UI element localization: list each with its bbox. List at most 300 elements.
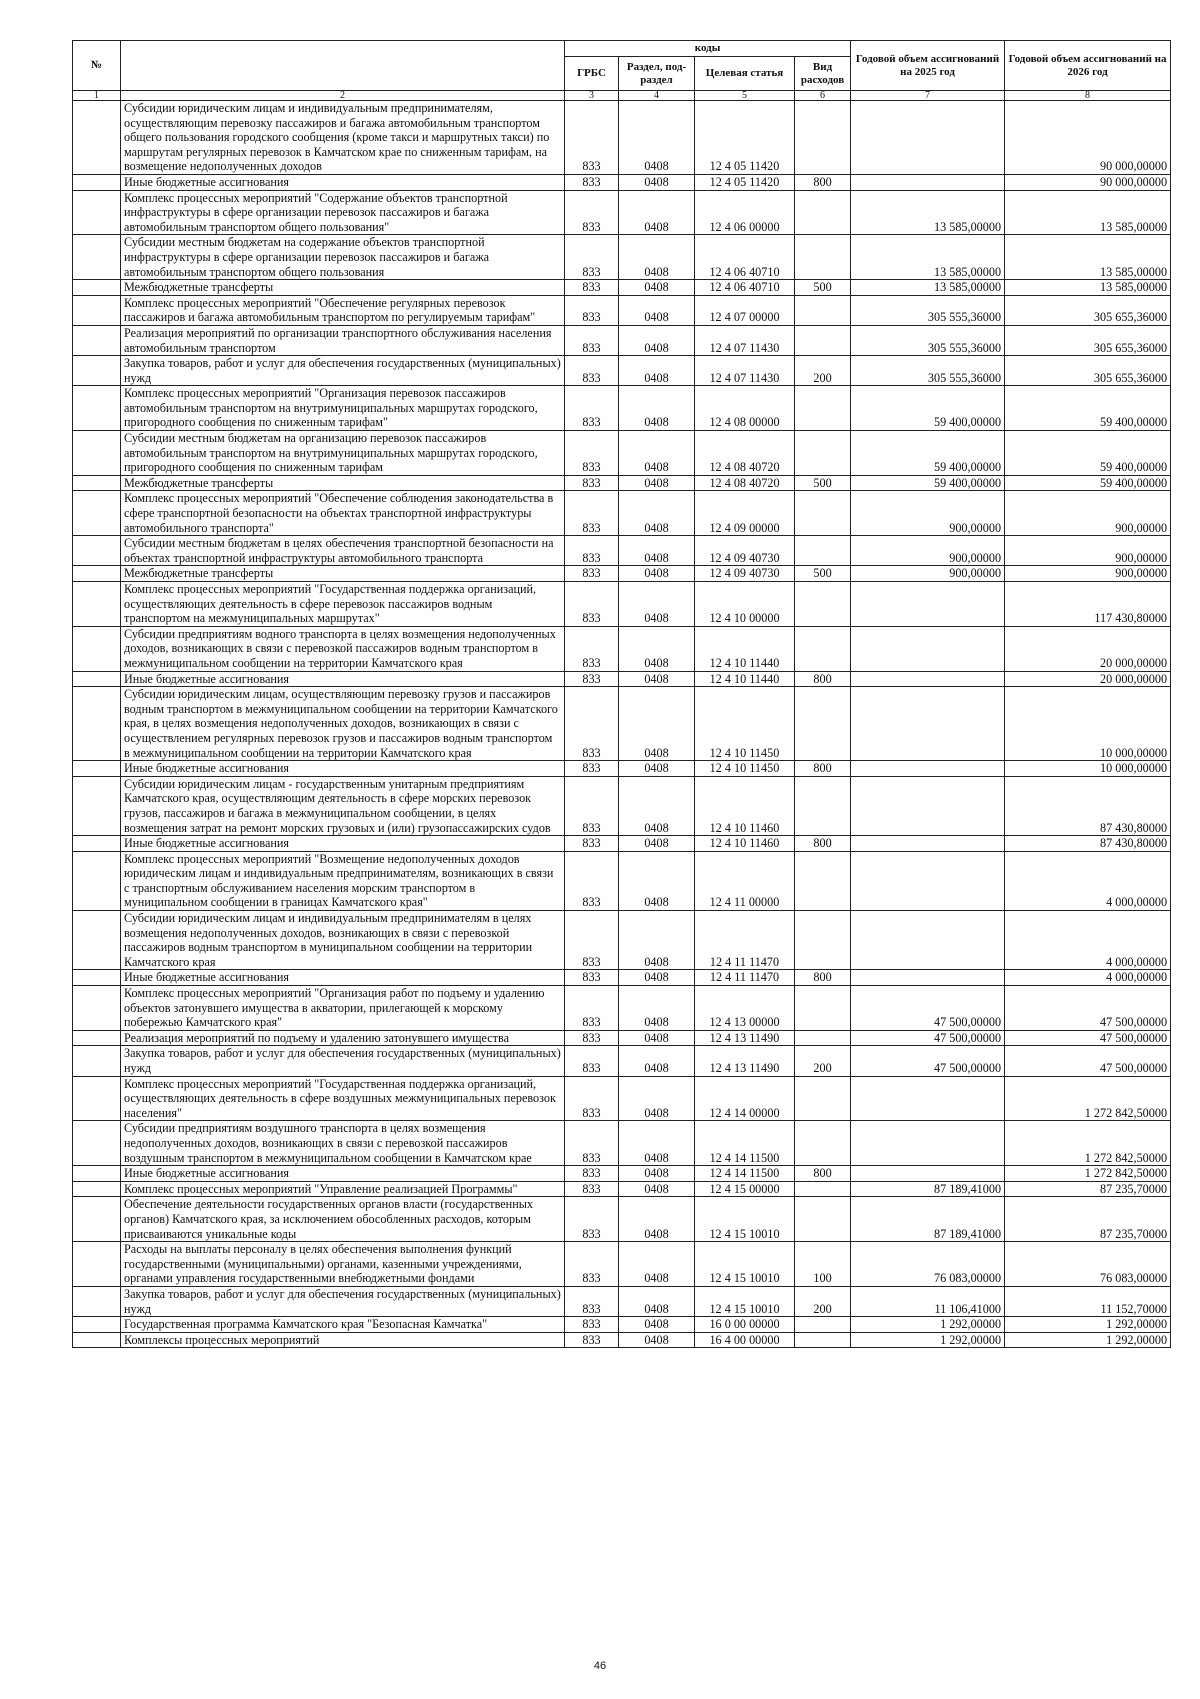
row-amount-2026-cell: 305 655,36000 <box>1005 325 1171 355</box>
row-amount-2026-cell: 1 272 842,50000 <box>1005 1121 1171 1166</box>
row-amount-2025-cell <box>851 836 1005 852</box>
row-grbs-cell: 833 <box>565 970 619 986</box>
row-razdel-cell: 0408 <box>619 1286 695 1316</box>
row-expense-type-cell <box>795 386 851 431</box>
header-celevaya: Целевая статья <box>695 57 795 91</box>
row-amount-2025-cell <box>851 582 1005 627</box>
row-target-article-cell: 12 4 09 40730 <box>695 566 795 582</box>
row-amount-2025-cell: 47 500,00000 <box>851 1046 1005 1076</box>
row-amount-2026-cell: 1 292,00000 <box>1005 1332 1171 1348</box>
row-grbs-cell: 833 <box>565 1332 619 1348</box>
budget-table <box>72 40 1171 1348</box>
row-name-cell: Комплексы процессных мероприятий <box>121 1332 565 1348</box>
row-amount-2025-cell <box>851 970 1005 986</box>
table-row <box>73 911 1171 970</box>
row-amount-2026-cell: 10 000,00000 <box>1005 761 1171 777</box>
row-name-cell: Межбюджетные трансферты <box>121 566 565 582</box>
row-target-article-cell: 12 4 10 11440 <box>695 626 795 671</box>
row-expense-type-cell: 200 <box>795 1046 851 1076</box>
table-row <box>73 566 1171 582</box>
row-amount-2026-cell: 59 400,00000 <box>1005 475 1171 491</box>
row-name-cell: Иные бюджетные ассигнования <box>121 970 565 986</box>
row-amount-2025-cell <box>851 101 1005 175</box>
row-amount-2026-cell: 76 083,00000 <box>1005 1242 1171 1287</box>
column-number: 5 <box>695 91 795 101</box>
row-number-cell <box>73 836 121 852</box>
row-grbs-cell: 833 <box>565 1030 619 1046</box>
row-expense-type-cell: 800 <box>795 1166 851 1182</box>
row-grbs-cell: 833 <box>565 776 619 835</box>
row-name-cell: Комплекс процессных мероприятий "Управление реализацией Программы" <box>121 1181 565 1197</box>
row-razdel-cell: 0408 <box>619 582 695 627</box>
row-expense-type-cell <box>795 325 851 355</box>
table-row <box>73 836 1171 852</box>
row-amount-2026-cell: 20 000,00000 <box>1005 626 1171 671</box>
row-name-cell: Субсидии местным бюджетам на содержание объектов транспортной инфраструктуры в сфере организации перевозок пассажиров и багажа автомобильным транспортом общего пользования <box>121 235 565 280</box>
row-razdel-cell: 0408 <box>619 475 695 491</box>
row-number-cell <box>73 325 121 355</box>
row-number-cell <box>73 1076 121 1121</box>
row-razdel-cell: 0408 <box>619 1197 695 1242</box>
row-grbs-cell: 833 <box>565 671 619 687</box>
row-target-article-cell: 12 4 13 11490 <box>695 1030 795 1046</box>
row-grbs-cell: 833 <box>565 986 619 1031</box>
row-name-cell: Обеспечение деятельности государственных органов власти (государственных органов) Камчатского края, за исключением обособленных расходов, которым присваиваются уникальные коды <box>121 1197 565 1242</box>
row-expense-type-cell <box>795 235 851 280</box>
row-amount-2025-cell <box>851 776 1005 835</box>
row-expense-type-cell <box>795 582 851 627</box>
row-grbs-cell: 833 <box>565 1046 619 1076</box>
row-amount-2025-cell: 87 189,41000 <box>851 1181 1005 1197</box>
row-name-cell: Субсидии юридическим лицам - государственным унитарным предприятиям Камчатского края, осуществляющим деятельность в сфере морских перевозок грузов, пассажиров и багажа в межмуниципальном сообщении, в целях возмещения затрат на ремонт морских грузовых и (или) грузопассажирских судов <box>121 776 565 835</box>
table-row <box>73 356 1171 386</box>
row-razdel-cell: 0408 <box>619 491 695 536</box>
row-razdel-cell: 0408 <box>619 1332 695 1348</box>
row-amount-2026-cell: 1 272 842,50000 <box>1005 1166 1171 1182</box>
row-razdel-cell: 0408 <box>619 566 695 582</box>
row-target-article-cell: 12 4 05 11420 <box>695 174 795 190</box>
row-expense-type-cell <box>795 431 851 476</box>
table-row <box>73 970 1171 986</box>
row-amount-2025-cell: 13 585,00000 <box>851 235 1005 280</box>
row-grbs-cell: 833 <box>565 386 619 431</box>
table-row <box>73 1181 1171 1197</box>
row-number-cell <box>73 970 121 986</box>
row-grbs-cell: 833 <box>565 566 619 582</box>
row-grbs-cell: 833 <box>565 1317 619 1333</box>
row-amount-2025-cell <box>851 174 1005 190</box>
row-grbs-cell: 833 <box>565 687 619 761</box>
row-target-article-cell: 12 4 08 00000 <box>695 386 795 431</box>
row-amount-2025-cell: 900,00000 <box>851 491 1005 536</box>
row-target-article-cell: 12 4 10 11460 <box>695 776 795 835</box>
row-amount-2025-cell <box>851 911 1005 970</box>
table-row <box>73 475 1171 491</box>
row-amount-2025-cell <box>851 1166 1005 1182</box>
row-amount-2025-cell <box>851 851 1005 910</box>
header-num: № <box>73 41 121 91</box>
row-amount-2026-cell: 1 272 842,50000 <box>1005 1076 1171 1121</box>
row-number-cell <box>73 235 121 280</box>
row-amount-2026-cell: 13 585,00000 <box>1005 235 1171 280</box>
row-razdel-cell: 0408 <box>619 1317 695 1333</box>
row-grbs-cell: 833 <box>565 1181 619 1197</box>
row-amount-2026-cell: 305 655,36000 <box>1005 295 1171 325</box>
row-razdel-cell: 0408 <box>619 325 695 355</box>
row-grbs-cell: 833 <box>565 431 619 476</box>
table-row <box>73 582 1171 627</box>
row-expense-type-cell: 100 <box>795 1242 851 1287</box>
row-number-cell <box>73 190 121 235</box>
row-razdel-cell: 0408 <box>619 190 695 235</box>
row-target-article-cell: 12 4 10 11460 <box>695 836 795 852</box>
row-amount-2025-cell <box>851 1076 1005 1121</box>
row-razdel-cell: 0408 <box>619 970 695 986</box>
row-name-cell: Межбюджетные трансферты <box>121 475 565 491</box>
row-amount-2025-cell: 900,00000 <box>851 536 1005 566</box>
row-target-article-cell: 12 4 14 11500 <box>695 1166 795 1182</box>
row-amount-2025-cell: 11 106,41000 <box>851 1286 1005 1316</box>
row-razdel-cell: 0408 <box>619 386 695 431</box>
row-expense-type-cell <box>795 190 851 235</box>
row-razdel-cell: 0408 <box>619 174 695 190</box>
row-razdel-cell: 0408 <box>619 1242 695 1287</box>
row-amount-2025-cell: 305 555,36000 <box>851 325 1005 355</box>
row-amount-2025-cell: 1 292,00000 <box>851 1317 1005 1333</box>
row-amount-2026-cell: 59 400,00000 <box>1005 386 1171 431</box>
row-expense-type-cell <box>795 626 851 671</box>
row-number-cell <box>73 851 121 910</box>
row-name-cell: Межбюджетные трансферты <box>121 280 565 296</box>
row-name-cell: Закупка товаров, работ и услуг для обеспечения государственных (муниципальных) нужд <box>121 356 565 386</box>
row-number-cell <box>73 1046 121 1076</box>
row-amount-2026-cell: 47 500,00000 <box>1005 986 1171 1031</box>
row-amount-2025-cell: 305 555,36000 <box>851 356 1005 386</box>
row-name-cell: Субсидии юридическим лицам и индивидуальным предпринимателям в целях возмещения недополученных доходов, возникающих в связи с перевозкой пассажиров водным транспортом в муниципальном сообщении на территории Камчатского края <box>121 911 565 970</box>
row-grbs-cell: 833 <box>565 1242 619 1287</box>
row-grbs-cell: 833 <box>565 475 619 491</box>
row-expense-type-cell <box>795 1076 851 1121</box>
row-number-cell <box>73 1197 121 1242</box>
row-name-cell: Комплекс процессных мероприятий "Обеспечение регулярных перевозок пассажиров и багажа автомобильным транспортом по регулируемым тарифам" <box>121 295 565 325</box>
row-name-cell: Комплекс процессных мероприятий "Организация перевозок пассажиров автомобильным транспортом на внутримуниципальных маршрутах городского, пригородного сообщения по сниженным тарифам" <box>121 386 565 431</box>
row-amount-2025-cell: 59 400,00000 <box>851 386 1005 431</box>
row-amount-2025-cell: 13 585,00000 <box>851 190 1005 235</box>
row-number-cell <box>73 1286 121 1316</box>
row-razdel-cell: 0408 <box>619 431 695 476</box>
row-amount-2025-cell <box>851 687 1005 761</box>
row-expense-type-cell <box>795 1030 851 1046</box>
row-target-article-cell: 12 4 07 11430 <box>695 356 795 386</box>
table-row <box>73 536 1171 566</box>
row-target-article-cell: 12 4 06 40710 <box>695 280 795 296</box>
row-grbs-cell: 833 <box>565 1166 619 1182</box>
row-grbs-cell: 833 <box>565 325 619 355</box>
row-grbs-cell: 833 <box>565 101 619 175</box>
row-number-cell <box>73 101 121 175</box>
column-number: 8 <box>1005 91 1171 101</box>
row-razdel-cell: 0408 <box>619 1181 695 1197</box>
table-row <box>73 325 1171 355</box>
row-amount-2026-cell: 13 585,00000 <box>1005 280 1171 296</box>
row-target-article-cell: 12 4 08 40720 <box>695 475 795 491</box>
row-target-article-cell: 16 0 00 00000 <box>695 1317 795 1333</box>
row-grbs-cell: 833 <box>565 174 619 190</box>
row-razdel-cell: 0408 <box>619 761 695 777</box>
row-number-cell <box>73 431 121 476</box>
row-expense-type-cell <box>795 101 851 175</box>
table-row <box>73 101 1171 175</box>
row-number-cell <box>73 475 121 491</box>
row-expense-type-cell: 500 <box>795 280 851 296</box>
row-expense-type-cell <box>795 1121 851 1166</box>
table-row <box>73 1076 1171 1121</box>
row-number-cell <box>73 1166 121 1182</box>
row-grbs-cell: 833 <box>565 356 619 386</box>
page-number: 46 <box>593 1660 607 1672</box>
row-amount-2026-cell: 59 400,00000 <box>1005 431 1171 476</box>
row-target-article-cell: 12 4 07 00000 <box>695 295 795 325</box>
row-amount-2026-cell: 20 000,00000 <box>1005 671 1171 687</box>
row-expense-type-cell <box>795 1317 851 1333</box>
row-amount-2026-cell: 11 152,70000 <box>1005 1286 1171 1316</box>
header-year-2026: Годовой объем ассигнований на 2026 год <box>1005 41 1171 91</box>
row-expense-type-cell: 800 <box>795 174 851 190</box>
row-amount-2025-cell: 47 500,00000 <box>851 1030 1005 1046</box>
row-name-cell: Субсидии местным бюджетам на организацию перевозок пассажиров автомобильным транспортом на внутримуниципальных маршрутах городского, пригородного сообщения по сниженным тарифам <box>121 431 565 476</box>
row-grbs-cell: 833 <box>565 1121 619 1166</box>
row-razdel-cell: 0408 <box>619 836 695 852</box>
column-number: 4 <box>619 91 695 101</box>
row-amount-2026-cell: 90 000,00000 <box>1005 101 1171 175</box>
header-vid: Вид расходов <box>795 57 851 91</box>
row-expense-type-cell: 200 <box>795 1286 851 1316</box>
table-row <box>73 851 1171 910</box>
row-name-cell: Иные бюджетные ассигнования <box>121 671 565 687</box>
header-grbs: ГРБС <box>565 57 619 91</box>
row-grbs-cell: 833 <box>565 280 619 296</box>
row-amount-2025-cell: 59 400,00000 <box>851 431 1005 476</box>
row-amount-2026-cell: 4 000,00000 <box>1005 851 1171 910</box>
row-amount-2026-cell: 10 000,00000 <box>1005 687 1171 761</box>
row-expense-type-cell: 800 <box>795 970 851 986</box>
row-target-article-cell: 12 4 11 11470 <box>695 911 795 970</box>
row-name-cell: Субсидии юридическим лицам, осуществляющим перевозку грузов и пассажиров водным транспортом в межмуниципальном сообщении на территории Камчатского края, в целях возмещения недополученных доходов, возникающих в связи с осуществлением регулярных перевозок грузов и пассажиров водным транспортом в межмуниципальном сообщении на территории Камчатского края <box>121 687 565 761</box>
row-name-cell: Комплекс процессных мероприятий "Обеспечение соблюдения законодательства в сфере транспортной безопасности на объектах транспортной инфраструктуры автомобильного транспорта" <box>121 491 565 536</box>
table-row <box>73 1197 1171 1242</box>
row-amount-2026-cell: 87 430,80000 <box>1005 776 1171 835</box>
row-razdel-cell: 0408 <box>619 911 695 970</box>
row-razdel-cell: 0408 <box>619 1076 695 1121</box>
row-grbs-cell: 833 <box>565 626 619 671</box>
row-number-cell <box>73 1317 121 1333</box>
row-number-cell <box>73 582 121 627</box>
row-grbs-cell: 833 <box>565 761 619 777</box>
row-number-cell <box>73 626 121 671</box>
row-grbs-cell: 833 <box>565 582 619 627</box>
table-row <box>73 1121 1171 1166</box>
row-razdel-cell: 0408 <box>619 1166 695 1182</box>
row-amount-2026-cell: 900,00000 <box>1005 491 1171 536</box>
row-amount-2026-cell: 87 235,70000 <box>1005 1197 1171 1242</box>
row-amount-2025-cell: 76 083,00000 <box>851 1242 1005 1287</box>
row-name-cell: Субсидии юридическим лицам и индивидуальным предпринимателям, осуществляющим перевозку пассажиров и багажа автомобильным транспортом общего пользования городского сообщения (кроме такси и маршрутных такси) по маршрутам регулярных перевозок в Камчатском крае по сниженным тарифам, на возмещение недополученных доходов <box>121 101 565 175</box>
row-grbs-cell: 833 <box>565 295 619 325</box>
row-razdel-cell: 0408 <box>619 671 695 687</box>
row-amount-2025-cell: 900,00000 <box>851 566 1005 582</box>
row-grbs-cell: 833 <box>565 491 619 536</box>
row-razdel-cell: 0408 <box>619 986 695 1031</box>
row-target-article-cell: 12 4 10 00000 <box>695 582 795 627</box>
row-name-cell: Комплекс процессных мероприятий "Организация работ по подъему и удалению объектов затонувшего имущества в акватории, прилегающей к морскому побережью Камчатского края" <box>121 986 565 1031</box>
header-name <box>121 41 565 91</box>
row-grbs-cell: 833 <box>565 1197 619 1242</box>
row-razdel-cell: 0408 <box>619 356 695 386</box>
row-target-article-cell: 12 4 09 40730 <box>695 536 795 566</box>
table-row <box>73 295 1171 325</box>
row-amount-2026-cell: 4 000,00000 <box>1005 911 1171 970</box>
row-number-cell <box>73 986 121 1031</box>
column-number-row <box>73 91 1171 101</box>
row-amount-2025-cell <box>851 626 1005 671</box>
row-name-cell: Комплекс процессных мероприятий "Возмещение недополученных доходов юридическим лицам и индивидуальным предпринимателям, возникающих в связи с транспортным обслуживанием населения морским транспортом в муниципальном сообщении в границах Камчатского края" <box>121 851 565 910</box>
row-target-article-cell: 12 4 15 00000 <box>695 1181 795 1197</box>
row-amount-2026-cell: 1 292,00000 <box>1005 1317 1171 1333</box>
row-amount-2026-cell: 4 000,00000 <box>1005 970 1171 986</box>
table-row <box>73 431 1171 476</box>
row-target-article-cell: 12 4 11 00000 <box>695 851 795 910</box>
row-name-cell: Государственная программа Камчатского края "Безопасная Камчатка" <box>121 1317 565 1333</box>
row-name-cell: Иные бюджетные ассигнования <box>121 761 565 777</box>
table-row <box>73 687 1171 761</box>
row-number-cell <box>73 1181 121 1197</box>
row-razdel-cell: 0408 <box>619 1121 695 1166</box>
row-target-article-cell: 12 4 14 00000 <box>695 1076 795 1121</box>
budget-table-sheet <box>72 40 1170 1348</box>
row-amount-2025-cell <box>851 1121 1005 1166</box>
row-number-cell <box>73 761 121 777</box>
row-amount-2026-cell: 87 430,80000 <box>1005 836 1171 852</box>
row-expense-type-cell <box>795 851 851 910</box>
row-amount-2026-cell: 90 000,00000 <box>1005 174 1171 190</box>
table-row <box>73 1286 1171 1316</box>
row-grbs-cell: 833 <box>565 1286 619 1316</box>
column-number: 1 <box>73 91 121 101</box>
row-amount-2026-cell: 13 585,00000 <box>1005 190 1171 235</box>
table-row <box>73 174 1171 190</box>
row-target-article-cell: 12 4 10 11450 <box>695 687 795 761</box>
row-expense-type-cell: 800 <box>795 671 851 687</box>
row-razdel-cell: 0408 <box>619 235 695 280</box>
row-razdel-cell: 0408 <box>619 280 695 296</box>
row-expense-type-cell <box>795 536 851 566</box>
table-row <box>73 386 1171 431</box>
row-name-cell: Иные бюджетные ассигнования <box>121 1166 565 1182</box>
row-name-cell: Иные бюджетные ассигнования <box>121 174 565 190</box>
row-number-cell <box>73 566 121 582</box>
row-name-cell: Комплекс процессных мероприятий "Государственная поддержка организаций, осуществляющих деятельность в сфере перевозок пассажиров водным транспортом на межмуниципальных маршрутах" <box>121 582 565 627</box>
row-target-article-cell: 12 4 14 11500 <box>695 1121 795 1166</box>
row-amount-2026-cell: 305 655,36000 <box>1005 356 1171 386</box>
row-grbs-cell: 833 <box>565 1076 619 1121</box>
row-amount-2025-cell: 59 400,00000 <box>851 475 1005 491</box>
row-amount-2025-cell <box>851 671 1005 687</box>
row-target-article-cell: 12 4 08 40720 <box>695 431 795 476</box>
table-row <box>73 491 1171 536</box>
table-row <box>73 1030 1171 1046</box>
row-number-cell <box>73 536 121 566</box>
table-row <box>73 1046 1171 1076</box>
row-amount-2026-cell: 900,00000 <box>1005 536 1171 566</box>
row-target-article-cell: 12 4 06 40710 <box>695 235 795 280</box>
row-amount-2026-cell: 117 430,80000 <box>1005 582 1171 627</box>
column-number: 3 <box>565 91 619 101</box>
row-razdel-cell: 0408 <box>619 1046 695 1076</box>
row-expense-type-cell: 800 <box>795 761 851 777</box>
row-number-cell <box>73 911 121 970</box>
row-amount-2025-cell: 47 500,00000 <box>851 986 1005 1031</box>
row-expense-type-cell <box>795 687 851 761</box>
row-target-article-cell: 12 4 10 11450 <box>695 761 795 777</box>
row-razdel-cell: 0408 <box>619 295 695 325</box>
column-number: 7 <box>851 91 1005 101</box>
row-razdel-cell: 0408 <box>619 1030 695 1046</box>
row-number-cell <box>73 1121 121 1166</box>
table-row <box>73 626 1171 671</box>
budget-table-body <box>73 101 1171 1348</box>
row-amount-2026-cell: 47 500,00000 <box>1005 1030 1171 1046</box>
column-number: 6 <box>795 91 851 101</box>
header-year-2025: Годовой объем ассигнований на 2025 год <box>851 41 1005 91</box>
header-codes: коды <box>565 41 851 57</box>
table-row <box>73 1166 1171 1182</box>
row-name-cell: Расходы на выплаты персоналу в целях обеспечения выполнения функций государственными (муниципальными) органами, казенными учреждениями, органами управления государственными внебюджетными фондами <box>121 1242 565 1287</box>
row-amount-2025-cell: 1 292,00000 <box>851 1332 1005 1348</box>
row-number-cell <box>73 687 121 761</box>
row-grbs-cell: 833 <box>565 235 619 280</box>
table-row <box>73 280 1171 296</box>
row-razdel-cell: 0408 <box>619 687 695 761</box>
row-razdel-cell: 0408 <box>619 101 695 175</box>
row-expense-type-cell: 500 <box>795 475 851 491</box>
row-expense-type-cell <box>795 1181 851 1197</box>
row-target-article-cell: 12 4 15 10010 <box>695 1242 795 1287</box>
table-row <box>73 1317 1171 1333</box>
row-razdel-cell: 0408 <box>619 776 695 835</box>
row-name-cell: Субсидии предприятиям воздушного транспорта в целях возмещения недополученных доходов, возникающих в связи с перевозкой пассажиров воздушным транспортом в межмуниципальном сообщении в Камчатском крае <box>121 1121 565 1166</box>
row-expense-type-cell: 800 <box>795 836 851 852</box>
header-razdel: Раздел, под-раздел <box>619 57 695 91</box>
row-name-cell: Иные бюджетные ассигнования <box>121 836 565 852</box>
row-number-cell <box>73 295 121 325</box>
row-number-cell <box>73 671 121 687</box>
row-amount-2026-cell: 900,00000 <box>1005 566 1171 582</box>
row-number-cell <box>73 174 121 190</box>
row-grbs-cell: 833 <box>565 836 619 852</box>
row-expense-type-cell: 500 <box>795 566 851 582</box>
row-amount-2025-cell: 13 585,00000 <box>851 280 1005 296</box>
row-amount-2026-cell: 47 500,00000 <box>1005 1046 1171 1076</box>
table-row <box>73 190 1171 235</box>
row-name-cell: Субсидии предприятиям водного транспорта в целях возмещения недополученных доходов, возникающих в связи с перевозкой пассажиров водным транспортом в межмуниципальном сообщении на территории Камчатского края <box>121 626 565 671</box>
row-name-cell: Комплекс процессных мероприятий "Содержание объектов транспортной инфраструктуры в сфере организации перевозок пассажиров и багажа автомобильным транспортом общего пользования" <box>121 190 565 235</box>
row-target-article-cell: 12 4 07 11430 <box>695 325 795 355</box>
row-target-article-cell: 12 4 13 00000 <box>695 986 795 1031</box>
row-expense-type-cell <box>795 986 851 1031</box>
row-name-cell: Закупка товаров, работ и услуг для обеспечения государственных (муниципальных) нужд <box>121 1046 565 1076</box>
row-number-cell <box>73 1242 121 1287</box>
row-name-cell: Комплекс процессных мероприятий "Государственная поддержка организаций, осуществляющих деятельность в сфере воздушных межмуниципальных перевозок населения" <box>121 1076 565 1121</box>
